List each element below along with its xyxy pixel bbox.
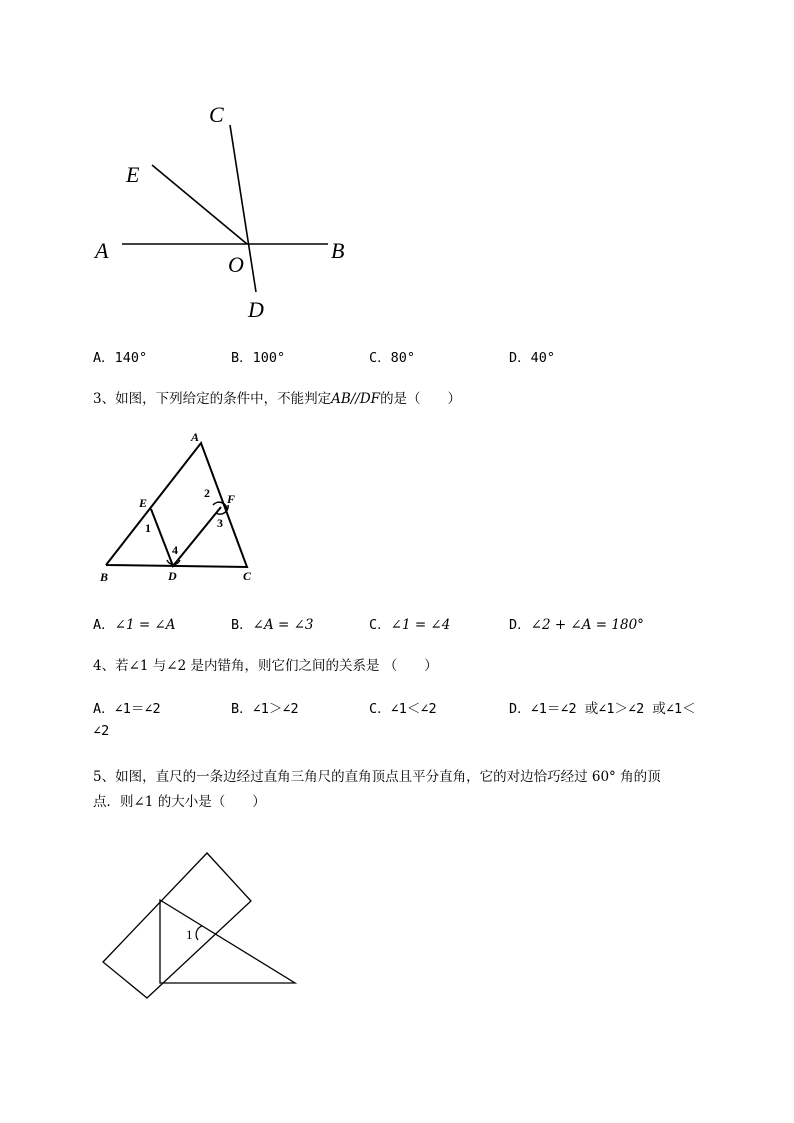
ruler [103,853,251,998]
label-d: D [248,297,264,322]
label-angle-1: 1 [145,521,151,535]
q3-option-b: B．∠A = ∠3 [231,617,314,633]
label-angle-2: 2 [204,486,210,500]
label-a: A [191,430,200,444]
q3-option-a: A．∠1 = ∠A [93,617,176,633]
q4-option-b: B．∠1＞∠2 [231,701,299,717]
q4-option-d: D．∠1＝∠2 或∠1＞∠2 或∠1＜ [509,701,696,717]
q3-option-d: D．∠2 + ∠A = 180° [509,617,644,633]
label-d: D [168,569,177,583]
ray-oe [152,165,247,244]
q3-stem-math: AB//DF [331,391,381,407]
q2-option-d: D．40° [509,350,556,366]
q3-stem [93,387,461,407]
q4-option-c: C．∠1＜∠2 [369,701,437,717]
q4-option-d-wrap: ∠2 [93,723,110,739]
q4-stem: 4、若∠1 与∠2 是内错角，则它们之间的关系是 （ ） [93,658,438,674]
label-angle-4: 4 [172,543,178,557]
label-angle-3: 3 [217,516,223,530]
segments-edf [151,507,221,566]
label-c: C [209,102,224,127]
q2-option-b: B．100° [231,350,286,366]
figure-ruler-triangle [95,845,310,1010]
q5-stem-line1: 5、如图，直尺的一条边经过直角三角尺的直角顶点且平分直角，它的对边恰巧经过 60° 角的顶 [93,769,661,785]
label-b: B [100,570,109,584]
angle-arc-1 [196,926,202,940]
q2-option-a: A．140° [93,350,148,366]
label-b: B [331,238,345,263]
label-e: E [126,162,140,187]
q3-option-c: C．∠1 = ∠4 [369,617,451,633]
q5-stem-line2: 点．则∠1 的大小是（ ） [93,794,266,810]
label-f: F [227,492,236,506]
figure-triangle-parallel [95,425,270,587]
q3-stem-prefix: 3、如图，下列给定的条件中，不能判定 [93,391,332,407]
figure-angle-lines [80,95,380,330]
label-o: O [228,252,244,277]
label-c: C [243,569,252,583]
set-square [160,900,295,983]
label-angle-1: 1 [186,927,193,942]
q3-stem-suffix: 的是（ ） [380,391,462,407]
label-a: A [95,238,109,263]
q2-option-c: C．80° [369,350,416,366]
label-e: E [139,496,148,510]
q4-option-a: A．∠1＝∠2 [93,701,161,717]
